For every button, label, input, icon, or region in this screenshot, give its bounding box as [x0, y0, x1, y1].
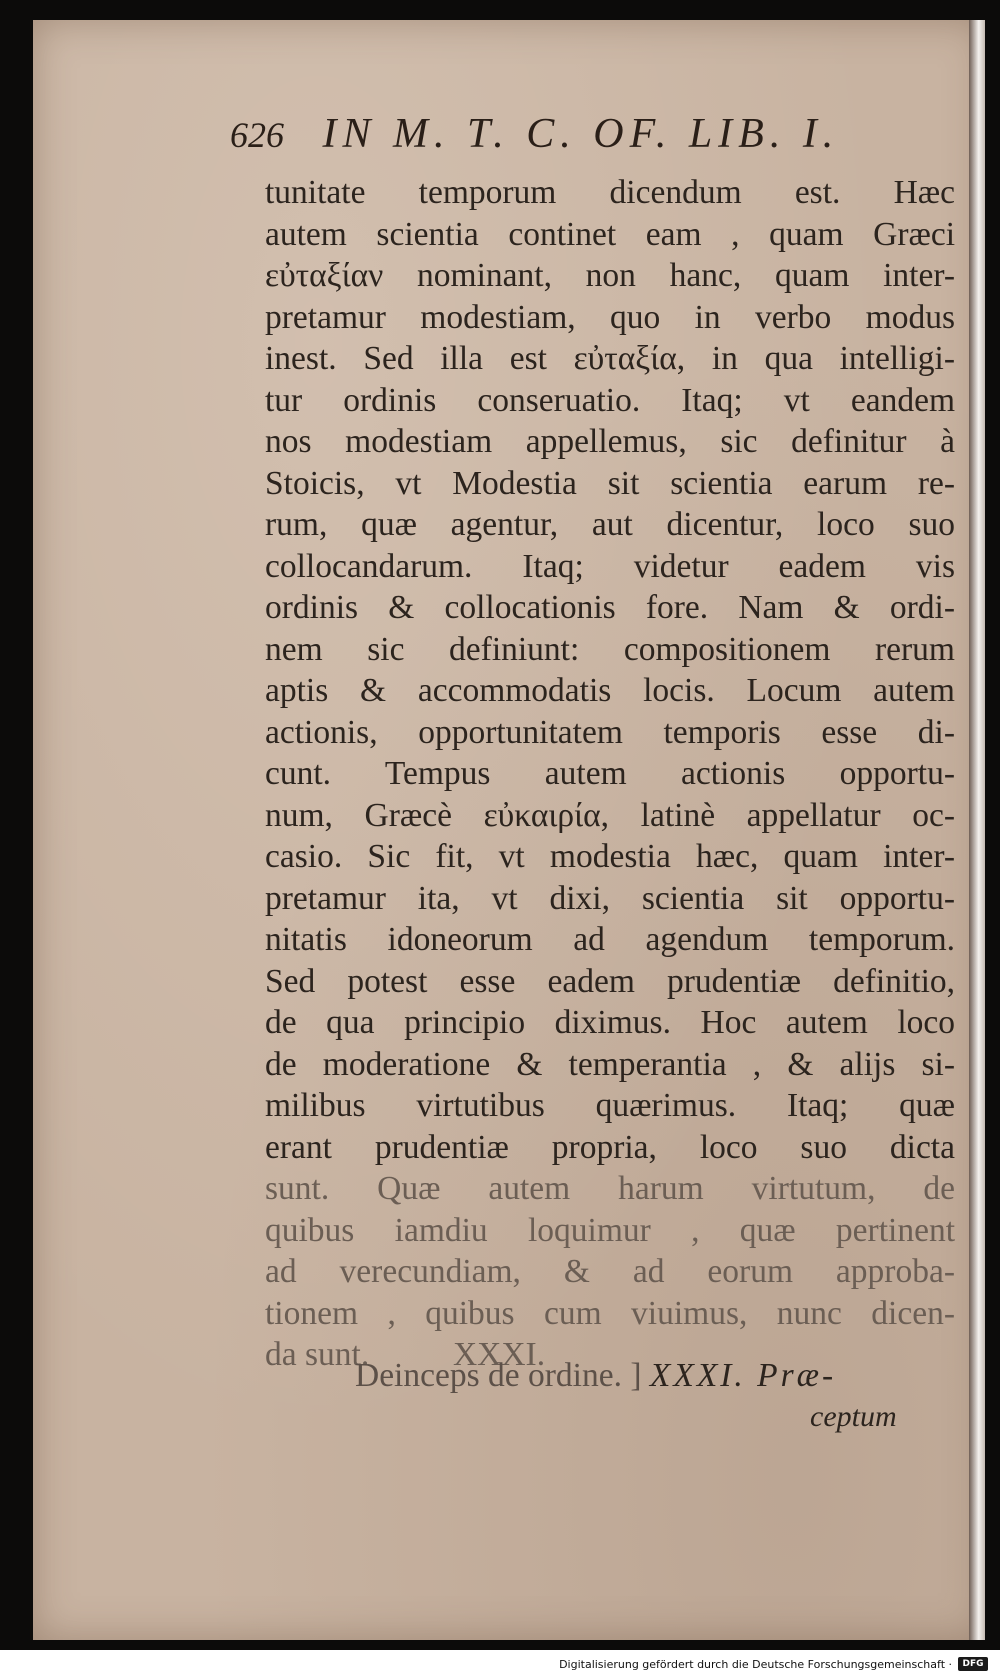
text-line: pretamur ita, vt dixi, scientia sit opportu- — [265, 879, 955, 917]
text-line: sunt. Quæ autem harum virtutum, de — [265, 1170, 955, 1207]
text-line: tionem , quibus cum viuimus, nunc dicen- — [265, 1294, 955, 1332]
text-line: nitatis idoneorum ad agendum temporum. — [265, 921, 955, 958]
page-edge — [969, 20, 985, 1640]
running-title: IN M. T. C. OF. LIB. I. — [322, 111, 840, 157]
text-line: inest. Sed illa est εὐταξία, in qua intelligi- — [265, 340, 955, 377]
text-line: collocandarum. Itaq; videtur eadem vis — [265, 547, 955, 585]
body-text — [265, 172, 955, 1376]
text-line: rum, quæ agentur, aut dicentur, loco suo — [265, 506, 955, 543]
note-reference: XXXI. Præ- — [649, 1357, 837, 1394]
running-header — [230, 110, 950, 160]
page-number: 626 — [230, 115, 284, 155]
commentary-note — [355, 1355, 955, 1397]
text-line: num, Græcè εὐκαιρία, latinè appellatur oc- — [265, 796, 955, 834]
text-line: tunitate temporum dicendum est. Hæc — [265, 174, 955, 211]
text-line: milibus virtutibus quærimus. Itaq; quæ — [265, 1087, 955, 1124]
text-line: tur ordinis conseruatio. Itaq; vt eandem — [265, 381, 955, 419]
text-line: ordinis & collocationis fore. Nam & ordi- — [265, 589, 955, 626]
text-line: nos modestiam appellemus, sic definitur à — [265, 423, 955, 460]
text-line: ad verecundiam, & ad eorum approba- — [265, 1253, 955, 1290]
text-line: aptis & accommodatis locis. Locum autem — [265, 672, 955, 709]
text-line: de moderatione & temperantia , & alijs si- — [265, 1045, 955, 1083]
text-line: quibus iamdiu loquimur , quæ pertinent — [265, 1211, 955, 1249]
text-line: actionis, opportunitatem temporis esse di- — [265, 713, 955, 751]
text-line-last: da sunt. XXXI. — [265, 1336, 546, 1373]
text-line: nem sic definiunt: compositionem rerum — [265, 630, 955, 668]
funding-credit: Digitalisierung gefördert durch die Deutsche Forschungsgemeinschaft · — [559, 1658, 952, 1671]
text-line: casio. Sic fit, vt modestia hæc, quam inter- — [265, 838, 955, 875]
text-line: autem scientia continet eam , quam Græci — [265, 215, 955, 253]
note-lemma: Deinceps de ordine. ] — [355, 1357, 642, 1394]
text-line: Sed potest esse eadem prudentiæ definitio, — [265, 962, 955, 1000]
text-line: Stoicis, vt Modestia sit scientia earum re- — [265, 464, 955, 502]
text-line: erant prudentiæ propria, loco suo dicta — [265, 1128, 955, 1166]
text-line: εὐταξίαν nominant, non hanc, quam inter- — [265, 257, 955, 294]
dfg-logo: DFG — [958, 1657, 988, 1671]
text-line: pretamur modestiam, quo in verbo modus — [265, 298, 955, 336]
catchword: ceptum — [810, 1400, 897, 1433]
footer-bar — [0, 1652, 1000, 1680]
text-line: de qua principio diximus. Hoc autem loco — [265, 1004, 955, 1041]
text-line: cunt. Tempus autem actionis opportu- — [265, 755, 955, 792]
